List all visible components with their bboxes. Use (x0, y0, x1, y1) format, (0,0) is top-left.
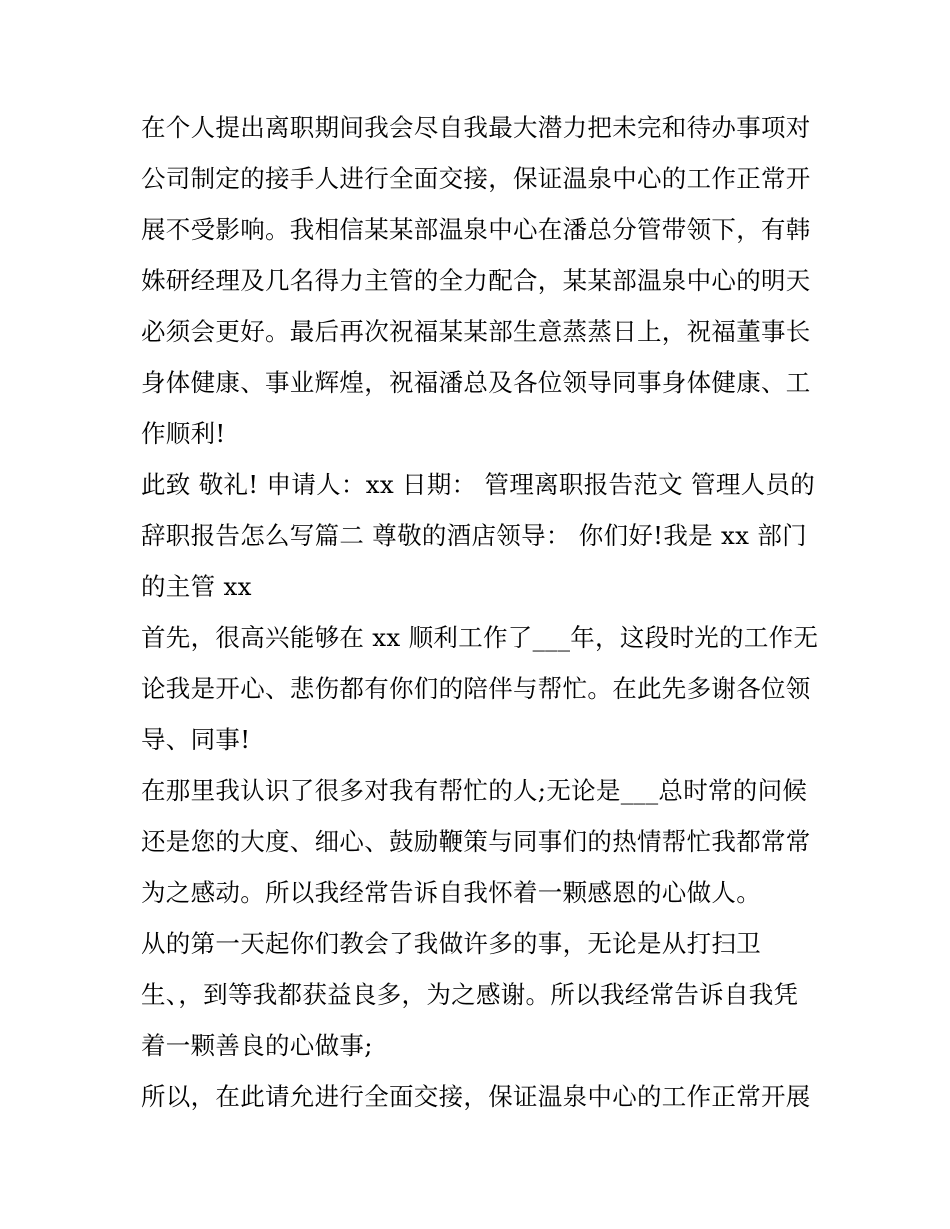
text-line: 所以，在此请允进行全面交接，保证温泉中心的工作正常开展 (141, 1082, 811, 1111)
text-line: 从的第一天起你们教会了我做许多的事，无论是从打扫卫 (141, 929, 761, 958)
text-line: 生、，到等我都获益良多，为之感谢。所以我经常告诉自我凭 (141, 980, 799, 1009)
text-line: 公司制定的接手人进行全面交接，保证温泉中心的工作正常开 (141, 164, 811, 193)
text-line: 此致 敬礼! 申请人：xx 日期： 管理离职报告范文 管理人员的 (141, 470, 816, 499)
text-line: 着一颗善良的心做事; (141, 1031, 373, 1060)
text-line: 在个人提出离职期间我会尽自我最大潜力把未完和待办事项对 (141, 113, 811, 142)
text-line: 在那里我认识了很多对我有帮忙的人;无论是___总时常的问候 (141, 776, 808, 805)
text-line: 姝研经理及几名得力主管的全力配合，某某部温泉中心的明天 (141, 266, 811, 295)
text-line: 辞职报告怎么写篇二 尊敬的酒店领导： 你们好!我是 xx 部门 (141, 521, 807, 550)
text-line: 导、同事! (141, 725, 251, 754)
text-line: 必须会更好。最后再次祝福某某部生意蒸蒸日上，祝福董事长 (141, 317, 811, 346)
text-line: 还是您的大度、细心、鼓励鞭策与同事们的热情帮忙我都常常 (141, 827, 811, 856)
text-line: 作顺利! (141, 419, 226, 448)
text-line: 的主管 xx (141, 572, 252, 601)
text-line: 身体健康、事业辉煌，祝福潘总及各位领导同事身体健康、工 (141, 368, 811, 397)
text-line: 首先，很高兴能够在 xx 顺利工作了___年，这段时光的工作无 (141, 623, 819, 652)
text-line: 论我是开心、悲伤都有你们的陪伴与帮忙。在此先多谢各位领 (141, 674, 811, 703)
text-line: 为之感动。所以我经常告诉自我怀着一颗感恩的心做人。 (141, 878, 761, 907)
text-line: 展不受影响。我相信某某部温泉中心在潘总分管带领下，有韩 (141, 215, 811, 244)
